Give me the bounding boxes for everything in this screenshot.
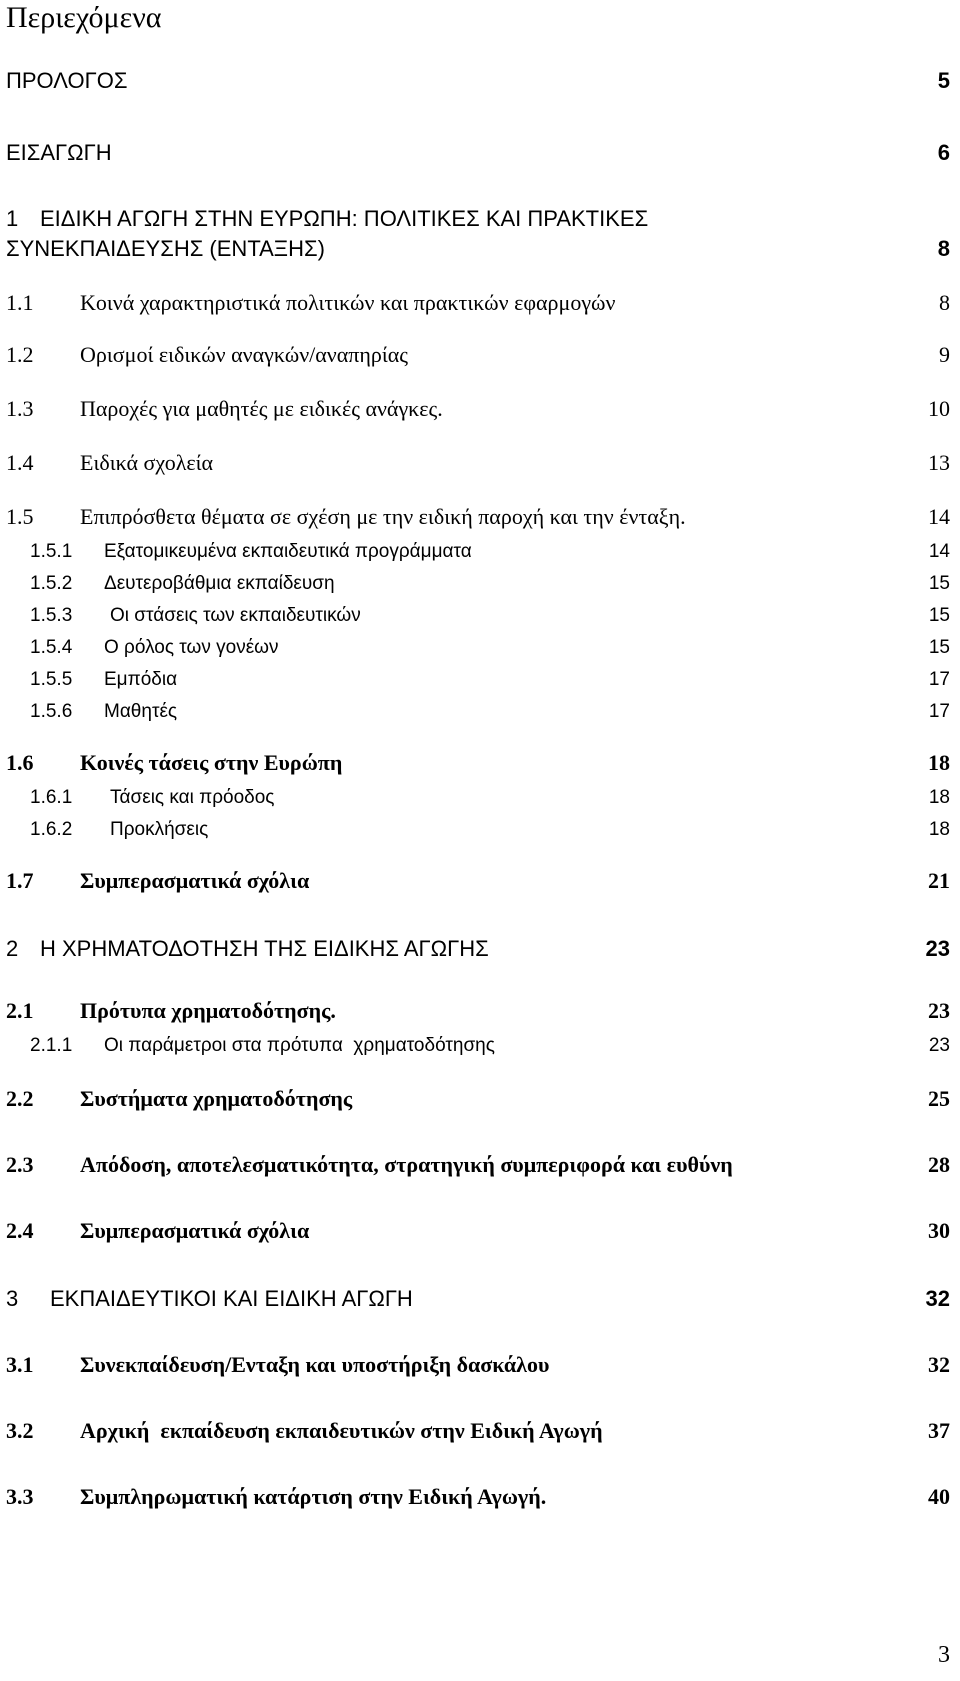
entry-text: Ειδικά σχολεία bbox=[80, 450, 214, 475]
entry-page: 25 bbox=[928, 1086, 950, 1111]
entry-number: 1.5.1 bbox=[30, 541, 73, 562]
entry-number: 2.1 bbox=[6, 998, 34, 1023]
entry-page: 10 bbox=[928, 396, 950, 421]
entry-text: Δευτεροβάθμια εκπαίδευση bbox=[104, 573, 335, 594]
entry-page: 18 bbox=[928, 787, 950, 808]
toc-entry[interactable] bbox=[0, 870, 960, 910]
entry-number: 1 bbox=[6, 206, 19, 231]
entry-page: 23 bbox=[928, 998, 950, 1023]
entry-text: Πρότυπα χρηματοδότησης. bbox=[80, 998, 336, 1023]
entry-text: Εξατομικευμένα εκπαιδευτικά προγράμματα bbox=[104, 541, 472, 562]
toc-entry[interactable] bbox=[0, 1088, 960, 1128]
toc-entry[interactable] bbox=[0, 820, 960, 860]
toc-entry[interactable] bbox=[0, 1000, 960, 1040]
toc-entry[interactable] bbox=[0, 506, 960, 546]
entry-text: Συμπληρωματική κατάρτιση στην Ειδική Αγωγή. bbox=[80, 1484, 547, 1509]
toc-title: Περιεχόμενα bbox=[6, 1, 162, 34]
entry-number: 3.3 bbox=[6, 1484, 34, 1509]
entry-page: 8 bbox=[937, 236, 950, 261]
entry-text: Αρχική εκπαίδευση εκπαιδευτικών στην Ειδική Αγωγή bbox=[80, 1418, 603, 1443]
entry-number: 2.2 bbox=[6, 1086, 34, 1111]
toc-entry[interactable] bbox=[0, 292, 960, 332]
entry-page: 17 bbox=[928, 669, 950, 690]
entry-page: 32 bbox=[925, 1286, 950, 1311]
entry-text: Εμπόδια bbox=[104, 669, 178, 690]
toc-entry[interactable] bbox=[0, 1354, 960, 1394]
entry-number: 1.5 bbox=[6, 504, 34, 529]
entry-number: 1.6.2 bbox=[30, 819, 73, 840]
toc-entry[interactable] bbox=[0, 1154, 960, 1194]
entry-text: ΣΥΝΕΚΠΑΙΔΕΥΣΗΣ (ΕΝΤΑΞΗΣ) bbox=[6, 236, 325, 261]
toc-entry[interactable] bbox=[0, 1220, 960, 1260]
entry-number: 2.3 bbox=[6, 1152, 34, 1177]
entry-number: 1.5.4 bbox=[30, 637, 73, 658]
entry-text: Παροχές για μαθητές με ειδικές ανάγκες. bbox=[80, 396, 443, 421]
entry-page: 21 bbox=[928, 868, 950, 893]
entry-number: 1.2 bbox=[6, 342, 34, 367]
entry-text: ΕΙΔΙΚΗ ΑΓΩΓΗ ΣΤΗΝ ΕΥΡΩΠΗ: ΠΟΛΙΤΙΚΕΣ ΚΑΙ ΠΡΑΚΤΙΚΕΣ bbox=[40, 206, 649, 231]
entry-number: 2.4 bbox=[6, 1218, 34, 1243]
entry-text: Τάσεις και πρόοδος bbox=[110, 787, 275, 808]
entry-text: Οι παράμετροι στα πρότυπα χρηματοδότησης bbox=[104, 1035, 495, 1056]
entry-text: ΕΚΠΑΙΔΕΥΤΙΚΟΙ ΚΑΙ ΕΙΔΙΚΗ ΑΓΩΓΗ bbox=[50, 1286, 413, 1311]
entry-text: Συνεκπαίδευση/Ενταξη και υποστήριξη δασκάλου bbox=[80, 1352, 550, 1377]
toc-entry[interactable] bbox=[0, 398, 960, 438]
toc-entry[interactable] bbox=[0, 70, 960, 110]
toc-entry[interactable] bbox=[0, 1288, 960, 1328]
entry-page: 5 bbox=[937, 68, 950, 93]
entry-text: Ο ρόλος των γονέων bbox=[104, 637, 279, 658]
entry-text: Συστήματα χρηματοδότησης bbox=[80, 1086, 353, 1111]
entry-page: 8 bbox=[939, 290, 950, 315]
entry-text: Ορισμοί ειδικών αναγκών/αναπηρίας bbox=[80, 342, 409, 367]
entry-number: 1.6 bbox=[6, 750, 34, 775]
entry-page: 37 bbox=[928, 1418, 950, 1443]
entry-label: ΠΡΟΛΟΓΟΣ bbox=[6, 68, 128, 93]
toc-entry[interactable] bbox=[0, 1486, 960, 1526]
entry-text: Συμπερασματικά σχόλια bbox=[80, 1218, 310, 1243]
entry-page: 14 bbox=[928, 504, 950, 529]
entry-text: Κοινές τάσεις στην Ευρώπη bbox=[80, 750, 343, 775]
entry-number: 1.4 bbox=[6, 450, 34, 475]
entry-number: 1.7 bbox=[6, 868, 34, 893]
entry-text: Προκλήσεις bbox=[110, 819, 209, 840]
entry-page: 30 bbox=[928, 1218, 950, 1243]
entry-number: 3.1 bbox=[6, 1352, 34, 1377]
toc-entry[interactable] bbox=[0, 938, 960, 978]
toc-entry[interactable] bbox=[0, 1420, 960, 1460]
entry-page: 9 bbox=[939, 342, 950, 367]
entry-number: 1.5.6 bbox=[30, 701, 73, 722]
entry-page: 15 bbox=[928, 637, 950, 658]
entry-text: Συμπερασματικά σχόλια bbox=[80, 868, 310, 893]
entry-page: 40 bbox=[928, 1484, 950, 1509]
entry-text: Επιπρόσθετα θέματα σε σχέση με την ειδική παροχή και την ένταξη. bbox=[80, 504, 686, 529]
entry-page: 15 bbox=[928, 605, 950, 626]
entry-number: 2 bbox=[6, 936, 19, 961]
toc-entry-continuation[interactable] bbox=[0, 238, 960, 278]
entry-number: 1.5.2 bbox=[30, 573, 73, 594]
toc-entry[interactable] bbox=[0, 142, 960, 182]
entry-text: Κοινά χαρακτηριστικά πολιτικών και πρακτικών εφαρμογών bbox=[80, 290, 616, 315]
entry-page: 6 bbox=[937, 140, 950, 165]
entry-page: 18 bbox=[928, 750, 950, 775]
entry-number: 3 bbox=[6, 1286, 19, 1311]
entry-number: 3.2 bbox=[6, 1418, 34, 1443]
entry-number: 1.1 bbox=[6, 290, 34, 315]
entry-page: 32 bbox=[928, 1352, 950, 1377]
toc-entry[interactable] bbox=[0, 752, 960, 792]
page-number: 3 bbox=[938, 1642, 950, 1668]
toc-entry[interactable] bbox=[0, 452, 960, 492]
toc-entry[interactable] bbox=[0, 1036, 960, 1076]
entry-page: 23 bbox=[925, 936, 950, 961]
entry-number: 2.1.1 bbox=[30, 1035, 73, 1056]
entry-number: 1.5.5 bbox=[30, 669, 73, 690]
entry-page: 28 bbox=[928, 1152, 950, 1177]
entry-label: ΕΙΣΑΓΩΓΗ bbox=[6, 140, 112, 165]
entry-page: 14 bbox=[928, 541, 950, 562]
entry-page: 15 bbox=[928, 573, 950, 594]
entry-text: Οι στάσεις των εκπαιδευτικών bbox=[110, 605, 361, 626]
entry-page: 23 bbox=[928, 1035, 950, 1056]
entry-page: 13 bbox=[928, 450, 950, 475]
entry-text: Απόδοση, αποτελεσματικότητα, στρατηγική συμπεριφορά και ευθύνη bbox=[80, 1152, 733, 1177]
entry-text: Μαθητές bbox=[104, 701, 178, 722]
entry-page: 17 bbox=[928, 701, 950, 722]
toc-entry[interactable] bbox=[0, 702, 960, 742]
toc-entry[interactable] bbox=[0, 344, 960, 384]
entry-page: 18 bbox=[928, 819, 950, 840]
entry-text: Η ΧΡΗΜΑΤΟΔΟΤΗΣΗ ΤΗΣ ΕΙΔΙΚΗΣ ΑΓΩΓΗΣ bbox=[40, 936, 489, 961]
entry-number: 1.3 bbox=[6, 396, 34, 421]
entry-number: 1.5.3 bbox=[30, 605, 73, 626]
entry-number: 1.6.1 bbox=[30, 787, 73, 808]
